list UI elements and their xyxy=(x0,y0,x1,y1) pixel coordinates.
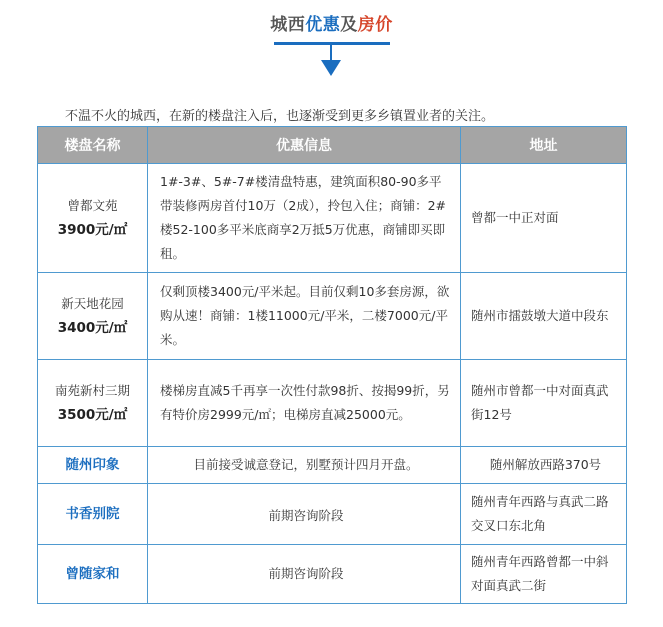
offer-cell: 1#-3#、5#-7#楼清盘特惠，建筑面积80-90多平带装修两房首付10万（2成），拎包入住；商铺：2#楼52-100多平米底商享2万抵5万优惠，商铺即买即租。 xyxy=(148,164,461,273)
address-cell: 随州市擂鼓墩大道中段东 xyxy=(461,273,627,360)
property-price: 3400元/㎡ xyxy=(57,320,128,336)
name-cell xyxy=(38,273,148,360)
title-part-3: 及 xyxy=(340,15,358,35)
name-cell xyxy=(38,164,148,273)
address-cell: 随州市曾都一中对面真武街12号 xyxy=(461,360,627,447)
property-table xyxy=(37,126,627,604)
down-arrow-icon xyxy=(330,45,332,61)
offer-cell: 目前接受诚意登记，别墅预计四月开盘。 xyxy=(148,447,461,484)
address-cell: 随州解放西路370号 xyxy=(461,447,627,484)
title-part-2: 优惠 xyxy=(305,15,341,35)
property-name: 随州印象 xyxy=(65,457,120,473)
table-row xyxy=(38,360,627,447)
name-cell xyxy=(38,484,148,545)
name-cell xyxy=(38,360,148,447)
property-name: 曾随家和 xyxy=(65,566,120,582)
property-name: 南苑新村三期 xyxy=(54,383,130,398)
table-row xyxy=(38,545,627,604)
address-cell: 曾都一中正对面 xyxy=(461,164,627,273)
offer-cell: 楼梯房直减5千再享一次性付款98折、按揭99折，另有特价房2999元/㎡；电梯房直减25000元。 xyxy=(148,360,461,447)
page-title xyxy=(0,10,663,35)
name-cell xyxy=(38,545,148,604)
header-offer: 优惠信息 xyxy=(148,127,461,164)
watermark-overlay xyxy=(574,580,626,602)
property-price: 3900元/㎡ xyxy=(57,222,128,238)
offer-cell: 前期咨询阶段 xyxy=(148,545,461,604)
property-price: 3500元/㎡ xyxy=(57,407,128,423)
table-row xyxy=(38,447,627,484)
title-underline xyxy=(274,42,390,45)
property-name: 书香别院 xyxy=(65,506,120,522)
property-name: 曾都文苑 xyxy=(67,198,118,213)
table-row xyxy=(38,273,627,360)
table-row xyxy=(38,484,627,545)
title-part-1: 城西 xyxy=(270,15,306,35)
header-name: 楼盘名称 xyxy=(38,127,148,164)
table-header-row xyxy=(38,127,627,164)
property-name: 新天地花园 xyxy=(61,296,124,311)
header-address: 地址 xyxy=(461,127,627,164)
name-cell xyxy=(38,447,148,484)
title-part-4: 房价 xyxy=(357,15,393,35)
address-cell: 随州青年西路曾都一中斜对面真武二街 xyxy=(461,545,627,604)
offer-cell: 前期咨询阶段 xyxy=(148,484,461,545)
down-arrow-icon-head xyxy=(321,60,341,76)
address-cell: 随州青年西路与真武二路交叉口东北角 xyxy=(461,484,627,545)
intro-text: 不温不火的城西，在新的楼盘注入后，也逐渐受到更多乡镇置业者的关注。 xyxy=(65,109,495,124)
table-row xyxy=(38,164,627,273)
offer-cell: 仅剩顶楼3400元/平米起。目前仅剩10多套房源，欲购从速！商铺：1楼11000元/平米，二楼7000元/平米。 xyxy=(148,273,461,360)
